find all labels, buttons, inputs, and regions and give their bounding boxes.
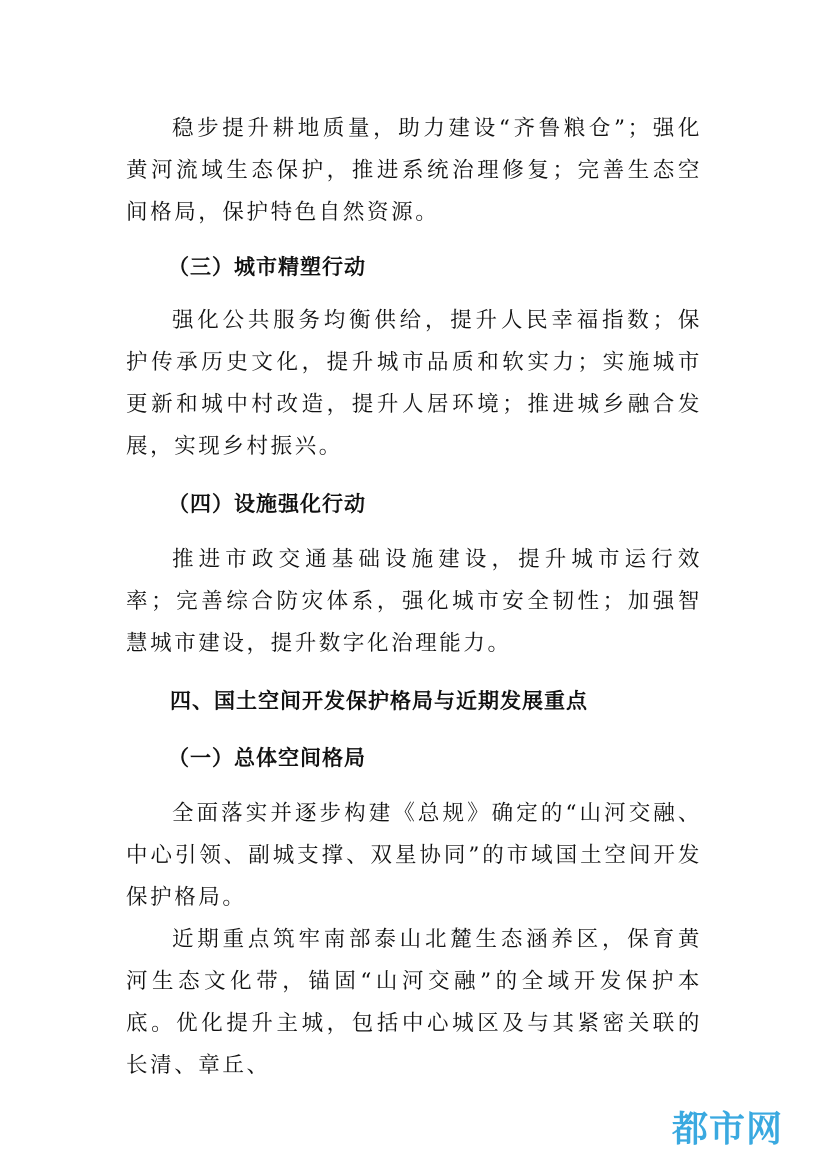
heading-overall-spatial-pattern: （一）总体空间格局 <box>168 746 366 770</box>
paragraph-near-term-focus: 近期重点筑牢南部泰山北麓生态涵养区，保育黄河生态文化带，锚固“山河交融”的全域开发保护本底。优化提升主城，包括中心城区及与其紧密关联的长清、章丘、 <box>126 927 702 1078</box>
paragraph-infrastructure: 推进市政交通基础设施建设，提升城市运行效率；完善综合防灾体系，强化城市安全韧性；加强智慧城市建设，提升数字化治理能力。 <box>126 547 702 656</box>
section-heading-spatial-pattern: 四、国土空间开发保护格局与近期发展重点 <box>170 689 588 713</box>
paragraph-farmland-ecology: 稳步提升耕地质量，助力建设“齐鲁粮仓”；强化黄河流域生态保护，推进系统治理修复；完善生态空间格局，保护特色自然资源。 <box>126 116 702 225</box>
paragraph-public-services: 强化公共服务均衡供给，提升人民幸福指数；保护传承历史文化，提升城市品质和软实力；实施城市更新和城中村改造，提升人居环境；推进城乡融合发展，实现乡村振兴。 <box>126 308 702 459</box>
paragraph-master-plan: 全面落实并逐步构建《总规》确定的“山河交融、中心引领、副城支撑、双星协同”的市域国土空间开发保护格局。 <box>126 801 702 910</box>
heading-facility-strengthening-action: （四）设施强化行动 <box>168 492 366 516</box>
site-watermark-logo: 都市网 <box>672 1109 784 1150</box>
heading-city-reshaping-action: （三）城市精塑行动 <box>168 255 366 279</box>
